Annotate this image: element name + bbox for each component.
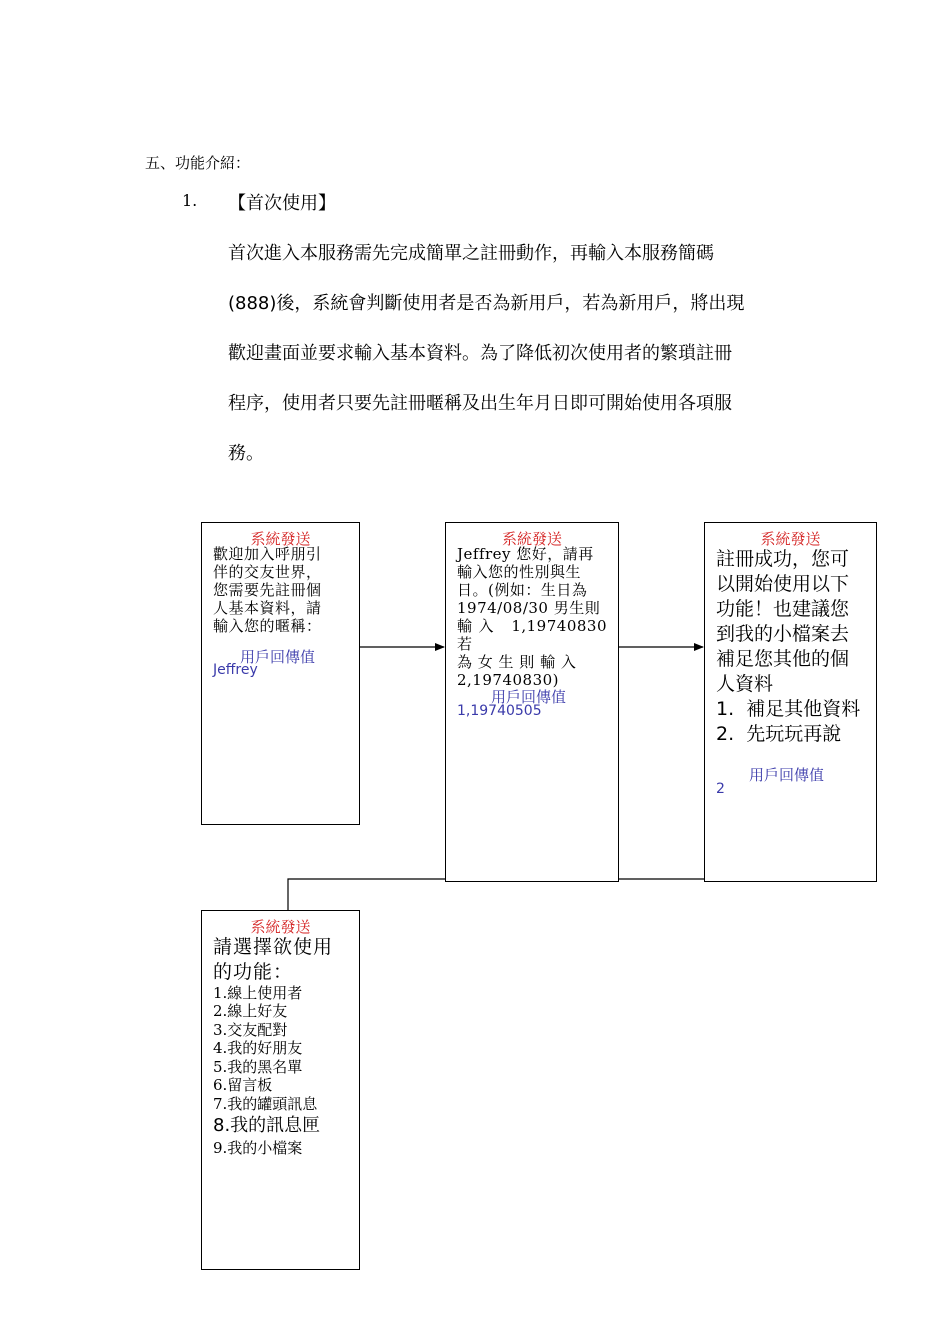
box4-message: 請選擇欲使用 的功能： xyxy=(213,936,334,983)
system-send-label: 系統發送 xyxy=(250,918,311,936)
user-reply-value: 1,19740505 xyxy=(457,703,542,719)
paragraph-line: 首次進入本服務需先完成簡單之註冊動作，再輸入本服務簡碼 xyxy=(228,243,714,264)
system-send-label: 系統發送 xyxy=(760,530,821,548)
item-title: 【首次使用】 xyxy=(228,193,336,214)
menu-item: 5.我的黑名單 xyxy=(213,1058,303,1076)
menu-item: 9.我的小檔案 xyxy=(213,1139,303,1157)
system-send-label: 系統發送 xyxy=(501,530,562,548)
user-reply-value: 2 xyxy=(716,781,725,797)
menu-item: 8.我的訊息匣 xyxy=(213,1115,321,1136)
box1-message: 歡迎加入呼朋引 伴的交友世界， 您需要先註冊個 人基本資料，請 輸入您的暱稱： xyxy=(213,545,322,635)
user-reply-value: Jeffrey xyxy=(213,662,258,678)
menu-item: 2.線上好友 xyxy=(213,1002,288,1020)
box2-message: Jeffrey 您好，請再 輸入您的性別與生 日。(例如：生日為 1974/08/30 男生則 輸入 1,19740830 若 為 女 生 則 輸 入 2,19740830) xyxy=(457,545,607,689)
item-number: 1. xyxy=(182,191,198,210)
menu-item: 6.留言板 xyxy=(213,1076,273,1094)
menu-item: 7.我的罐頭訊息 xyxy=(213,1095,318,1113)
paragraph-line: (888)後，系統會判斷使用者是否為新用戶，若為新用戶，將出現 xyxy=(228,293,745,314)
user-reply-label: 用戶回傳值 xyxy=(749,766,825,784)
user-reply-label: 用戶回傳值 xyxy=(240,648,316,666)
section-title: 五、功能介紹： xyxy=(145,154,251,172)
user-reply-label: 用戶回傳值 xyxy=(491,688,567,706)
menu-item: 3.交友配對 xyxy=(213,1021,288,1039)
system-send-label: 系統發送 xyxy=(250,530,311,548)
option-fill-profile: 1. 補足其他資料 xyxy=(716,698,861,720)
paragraph-line: 歡迎畫面並要求輸入基本資料。為了降低初次使用者的繁瑣註冊 xyxy=(228,343,732,364)
menu-item: 4.我的好朋友 xyxy=(213,1039,303,1057)
paragraph-line: 務。 xyxy=(228,443,264,464)
option-play-first: 2. 先玩玩再說 xyxy=(716,723,842,745)
menu-item: 1.線上使用者 xyxy=(213,984,303,1002)
box3-message: 註冊成功，您可 以開始使用以下 功能！也建議您 到我的小檔案去 補足您其他的個 人資料 1. 補足其他資料 2. 先玩玩再說 xyxy=(716,547,868,747)
paragraph-line: 程序，使用者只要先註冊暱稱及出生年月日即可開始使用各項服 xyxy=(228,393,732,414)
